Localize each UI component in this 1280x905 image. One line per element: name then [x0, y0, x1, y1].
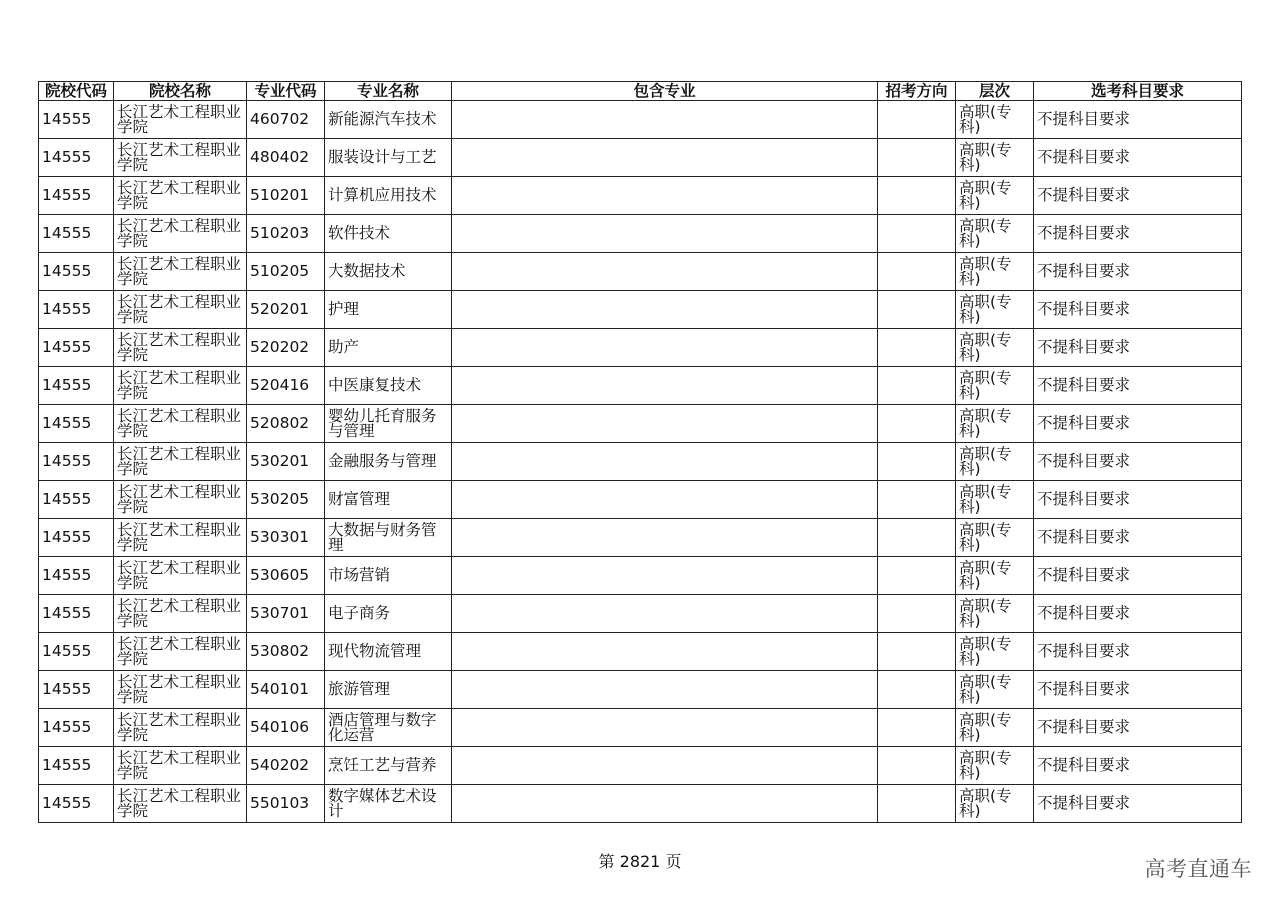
table-body	[39, 101, 1242, 823]
cell-school-code: 14555	[39, 595, 114, 633]
cell-level: 高职(专科)	[956, 101, 1034, 139]
cell-major-name: 金融服务与管理	[325, 443, 452, 481]
cell-level: 高职(专科)	[956, 443, 1034, 481]
cell-direction	[878, 671, 956, 709]
cell-included-majors	[452, 291, 878, 329]
cell-included-majors	[452, 633, 878, 671]
cell-direction	[878, 519, 956, 557]
cell-included-majors	[452, 747, 878, 785]
cell-subject-requirement: 不提科目要求	[1034, 481, 1242, 519]
cell-school-name: 长江艺术工程职业学院	[114, 215, 247, 253]
cell-school-code: 14555	[39, 177, 114, 215]
cell-included-majors	[452, 443, 878, 481]
cell-subject-requirement: 不提科目要求	[1034, 709, 1242, 747]
cell-school-code: 14555	[39, 367, 114, 405]
cell-school-code: 14555	[39, 557, 114, 595]
cell-school-name: 长江艺术工程职业学院	[114, 177, 247, 215]
cell-included-majors	[452, 405, 878, 443]
cell-level: 高职(专科)	[956, 671, 1034, 709]
cell-school-name: 长江艺术工程职业学院	[114, 519, 247, 557]
cell-major-name: 电子商务	[325, 595, 452, 633]
cell-included-majors	[452, 215, 878, 253]
cell-included-majors	[452, 709, 878, 747]
table-row	[39, 101, 1242, 139]
cell-direction	[878, 367, 956, 405]
cell-subject-requirement: 不提科目要求	[1034, 557, 1242, 595]
cell-major-name: 现代物流管理	[325, 633, 452, 671]
cell-school-name: 长江艺术工程职业学院	[114, 709, 247, 747]
cell-level: 高职(专科)	[956, 519, 1034, 557]
cell-major-code: 540106	[247, 709, 325, 747]
cell-level: 高职(专科)	[956, 709, 1034, 747]
cell-major-code: 530205	[247, 481, 325, 519]
table-row	[39, 671, 1242, 709]
page-number: 第 2821 页	[598, 852, 682, 871]
cell-major-name: 数字媒体艺术设计	[325, 785, 452, 823]
cell-major-name: 烹饪工艺与营养	[325, 747, 452, 785]
cell-school-code: 14555	[39, 215, 114, 253]
cell-school-code: 14555	[39, 405, 114, 443]
cell-direction	[878, 443, 956, 481]
cell-major-code: 460702	[247, 101, 325, 139]
cell-school-code: 14555	[39, 101, 114, 139]
cell-major-code: 510201	[247, 177, 325, 215]
cell-school-name: 长江艺术工程职业学院	[114, 557, 247, 595]
cell-major-code: 530701	[247, 595, 325, 633]
cell-school-name: 长江艺术工程职业学院	[114, 329, 247, 367]
cell-direction	[878, 139, 956, 177]
table-row	[39, 367, 1242, 405]
cell-direction	[878, 709, 956, 747]
cell-direction	[878, 481, 956, 519]
cell-school-code: 14555	[39, 747, 114, 785]
cell-included-majors	[452, 253, 878, 291]
table-row	[39, 633, 1242, 671]
cell-major-name: 旅游管理	[325, 671, 452, 709]
cell-major-name: 大数据与财务管理	[325, 519, 452, 557]
cell-direction	[878, 633, 956, 671]
cell-subject-requirement: 不提科目要求	[1034, 367, 1242, 405]
cell-included-majors	[452, 101, 878, 139]
cell-major-name: 护理	[325, 291, 452, 329]
table-header-row	[39, 82, 1242, 101]
cell-school-name: 长江艺术工程职业学院	[114, 367, 247, 405]
cell-included-majors	[452, 557, 878, 595]
cell-major-code: 530802	[247, 633, 325, 671]
table-row	[39, 253, 1242, 291]
cell-subject-requirement: 不提科目要求	[1034, 101, 1242, 139]
cell-direction	[878, 253, 956, 291]
cell-major-code: 510205	[247, 253, 325, 291]
cell-major-name: 计算机应用技术	[325, 177, 452, 215]
cell-school-name: 长江艺术工程职业学院	[114, 443, 247, 481]
cell-level: 高职(专科)	[956, 253, 1034, 291]
cell-school-name: 长江艺术工程职业学院	[114, 139, 247, 177]
cell-direction	[878, 747, 956, 785]
cell-major-code: 540101	[247, 671, 325, 709]
cell-level: 高职(专科)	[956, 785, 1034, 823]
table-row	[39, 557, 1242, 595]
cell-school-code: 14555	[39, 443, 114, 481]
cell-level: 高职(专科)	[956, 177, 1034, 215]
cell-level: 高职(专科)	[956, 405, 1034, 443]
cell-level: 高职(专科)	[956, 291, 1034, 329]
cell-level: 高职(专科)	[956, 215, 1034, 253]
cell-school-code: 14555	[39, 633, 114, 671]
header-major-code: 专业代码	[247, 82, 325, 101]
cell-subject-requirement: 不提科目要求	[1034, 595, 1242, 633]
cell-subject-requirement: 不提科目要求	[1034, 671, 1242, 709]
cell-major-name: 助产	[325, 329, 452, 367]
table-row	[39, 443, 1242, 481]
cell-major-code: 480402	[247, 139, 325, 177]
cell-subject-requirement: 不提科目要求	[1034, 139, 1242, 177]
cell-major-code: 510203	[247, 215, 325, 253]
cell-school-name: 长江艺术工程职业学院	[114, 633, 247, 671]
table-row	[39, 329, 1242, 367]
cell-subject-requirement: 不提科目要求	[1034, 443, 1242, 481]
cell-major-name: 软件技术	[325, 215, 452, 253]
table-row	[39, 139, 1242, 177]
table-row	[39, 291, 1242, 329]
cell-major-code: 520202	[247, 329, 325, 367]
table-row	[39, 481, 1242, 519]
cell-level: 高职(专科)	[956, 557, 1034, 595]
cell-school-code: 14555	[39, 785, 114, 823]
cell-level: 高职(专科)	[956, 329, 1034, 367]
cell-included-majors	[452, 671, 878, 709]
cell-school-code: 14555	[39, 291, 114, 329]
cell-level: 高职(专科)	[956, 139, 1034, 177]
cell-level: 高职(专科)	[956, 367, 1034, 405]
cell-major-code: 530605	[247, 557, 325, 595]
header-school-code: 院校代码	[39, 82, 114, 101]
header-school-name: 院校名称	[114, 82, 247, 101]
cell-school-name: 长江艺术工程职业学院	[114, 785, 247, 823]
cell-school-code: 14555	[39, 519, 114, 557]
cell-direction	[878, 405, 956, 443]
cell-school-name: 长江艺术工程职业学院	[114, 747, 247, 785]
cell-included-majors	[452, 785, 878, 823]
cell-subject-requirement: 不提科目要求	[1034, 291, 1242, 329]
cell-school-name: 长江艺术工程职业学院	[114, 595, 247, 633]
cell-major-name: 酒店管理与数字化运营	[325, 709, 452, 747]
cell-direction	[878, 329, 956, 367]
cell-direction	[878, 785, 956, 823]
cell-major-code: 530201	[247, 443, 325, 481]
cell-major-code: 550103	[247, 785, 325, 823]
table-row	[39, 405, 1242, 443]
table-row	[39, 595, 1242, 633]
header-subject-requirement: 选考科目要求	[1034, 82, 1242, 101]
cell-major-name: 财富管理	[325, 481, 452, 519]
cell-school-name: 长江艺术工程职业学院	[114, 481, 247, 519]
cell-level: 高职(专科)	[956, 595, 1034, 633]
watermark-text: 高考直通车	[1144, 857, 1252, 881]
cell-level: 高职(专科)	[956, 747, 1034, 785]
cell-subject-requirement: 不提科目要求	[1034, 253, 1242, 291]
header-direction: 招考方向	[878, 82, 956, 101]
cell-subject-requirement: 不提科目要求	[1034, 747, 1242, 785]
cell-direction	[878, 595, 956, 633]
cell-direction	[878, 101, 956, 139]
cell-included-majors	[452, 367, 878, 405]
cell-school-code: 14555	[39, 329, 114, 367]
cell-school-code: 14555	[39, 709, 114, 747]
cell-included-majors	[452, 329, 878, 367]
cell-major-name: 婴幼儿托育服务与管理	[325, 405, 452, 443]
cell-school-code: 14555	[39, 253, 114, 291]
cell-subject-requirement: 不提科目要求	[1034, 329, 1242, 367]
cell-direction	[878, 177, 956, 215]
cell-major-name: 市场营销	[325, 557, 452, 595]
header-major-name: 专业名称	[325, 82, 452, 101]
cell-included-majors	[452, 595, 878, 633]
table-row	[39, 747, 1242, 785]
table-row	[39, 709, 1242, 747]
cell-subject-requirement: 不提科目要求	[1034, 633, 1242, 671]
cell-included-majors	[452, 139, 878, 177]
cell-included-majors	[452, 519, 878, 557]
majors-table	[38, 81, 1242, 823]
cell-school-code: 14555	[39, 671, 114, 709]
cell-major-code: 540202	[247, 747, 325, 785]
cell-major-name: 服装设计与工艺	[325, 139, 452, 177]
cell-school-code: 14555	[39, 139, 114, 177]
cell-school-name: 长江艺术工程职业学院	[114, 101, 247, 139]
table-row	[39, 215, 1242, 253]
cell-included-majors	[452, 177, 878, 215]
cell-major-code: 520201	[247, 291, 325, 329]
cell-direction	[878, 557, 956, 595]
cell-subject-requirement: 不提科目要求	[1034, 785, 1242, 823]
table-row	[39, 177, 1242, 215]
cell-subject-requirement: 不提科目要求	[1034, 215, 1242, 253]
cell-school-name: 长江艺术工程职业学院	[114, 671, 247, 709]
cell-subject-requirement: 不提科目要求	[1034, 405, 1242, 443]
cell-level: 高职(专科)	[956, 633, 1034, 671]
cell-direction	[878, 291, 956, 329]
cell-included-majors	[452, 481, 878, 519]
header-included-majors: 包含专业	[452, 82, 878, 101]
cell-major-name: 中医康复技术	[325, 367, 452, 405]
cell-school-code: 14555	[39, 481, 114, 519]
cell-school-name: 长江艺术工程职业学院	[114, 291, 247, 329]
cell-major-name: 新能源汽车技术	[325, 101, 452, 139]
cell-direction	[878, 215, 956, 253]
cell-major-code: 520416	[247, 367, 325, 405]
table-row	[39, 785, 1242, 823]
table-row	[39, 519, 1242, 557]
cell-major-name: 大数据技术	[325, 253, 452, 291]
cell-subject-requirement: 不提科目要求	[1034, 177, 1242, 215]
cell-major-code: 530301	[247, 519, 325, 557]
cell-school-name: 长江艺术工程职业学院	[114, 405, 247, 443]
cell-level: 高职(专科)	[956, 481, 1034, 519]
cell-major-code: 520802	[247, 405, 325, 443]
cell-school-name: 长江艺术工程职业学院	[114, 253, 247, 291]
cell-subject-requirement: 不提科目要求	[1034, 519, 1242, 557]
header-level: 层次	[956, 82, 1034, 101]
